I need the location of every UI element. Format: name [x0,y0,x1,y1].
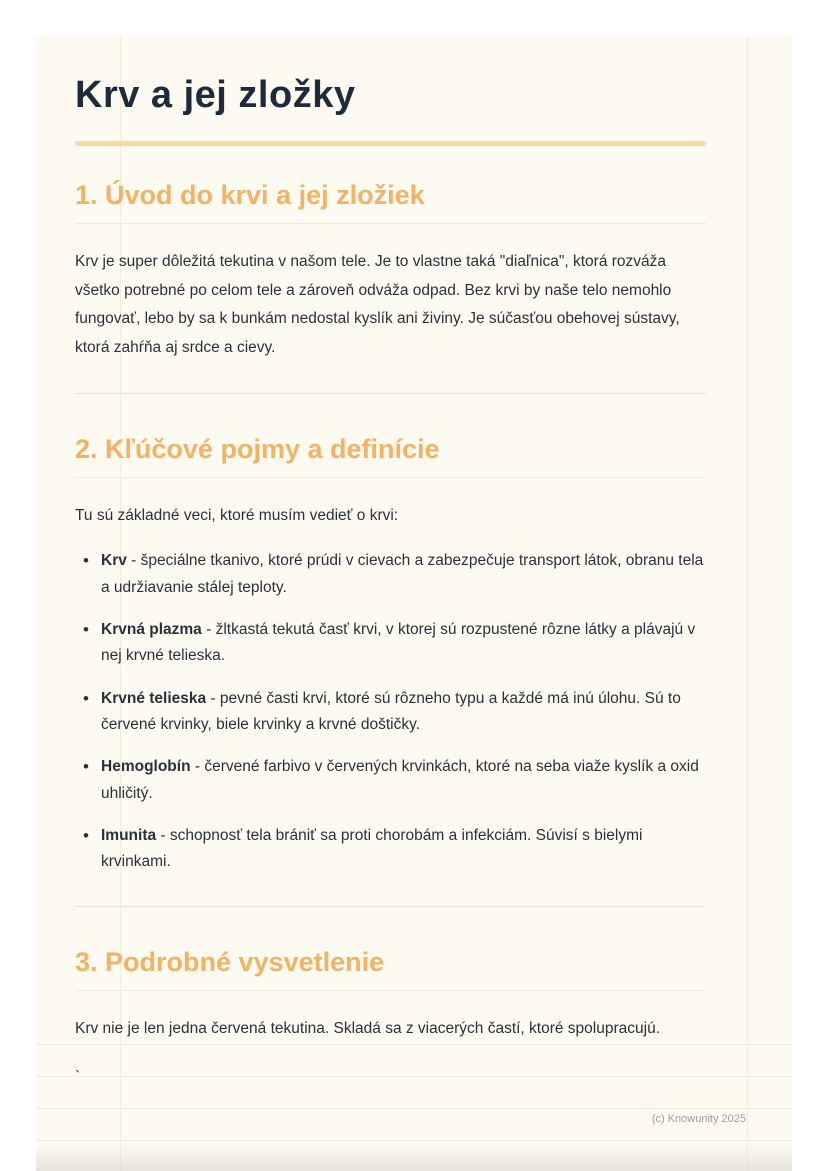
section-key-terms [75,434,706,876]
list-item [79,823,706,876]
title-divider [75,141,706,146]
section-3-paragraph: Krv nie je len jedna červená tekutina. Skladá sa z viacerých častí, ktoré spolupracujú. [75,1019,661,1037]
list-item [79,548,706,601]
term-label: Imunita [101,827,157,845]
ruled-line-horizontal-4 [36,1140,792,1141]
list-item [79,686,706,739]
term-definition: - pevné časti krvi, ktoré sú rôzneho typu a každé má inú úlohu. Sú to červené krvinky, biele krvinky a krvné doštičky. [101,689,681,734]
term-definition: - špeciálne tkanivo, ktoré prúdi v cievach a zabezpečuje transport látok, obranu tela a udržiavanie stálej teploty. [101,552,704,596]
section-1-paragraph: Krv je super dôležitá tekutina v našom tele. Je to vlastne taká "diaľnica", ktorá rozváža všetko potrebné po celom tele a zároveň odváža odpad. Bez krvi by naše telo nemohlo fungovať, lebo by sa k bunkám nedostal kyslík ani živiny. Je súčasťou obehovej sústavy, ktorá zahŕňa aj srdce a cievy. [75,253,680,357]
term-label: Krvné telieska [101,689,207,707]
document-page [36,36,792,1171]
list-item [79,754,706,807]
section-heading-1: 1. Úvod do krvi a jej zložiek [75,180,706,224]
list-item [79,617,706,670]
page-title: Krv a jej zložky [75,74,356,116]
term-label: Krv [101,552,127,570]
stray-backtick: ` [75,1069,81,1087]
ruled-line-horizontal-3 [36,1108,792,1109]
term-definition: - červené farbivo v červených krvinkách, ktoré na seba viaže kyslík a oxid uhličitý. [101,758,699,802]
section-intro [75,180,706,363]
section-detailed-explanation [75,947,706,1088]
page-bottom-edge [36,1145,792,1171]
section-heading-3: 3. Podrobné vysvetlenie [75,947,706,991]
footer-credit: (c) Knowunity 2025 [651,1113,746,1125]
document-content [36,36,792,1087]
key-terms-list [79,548,706,875]
section-divider-1 [75,393,706,394]
term-definition: - žltkastá tekutá časť krvi, v ktorej sú rozpustené rôzne látky a plávajú v nej krvné telieska. [101,621,696,665]
section-divider-2 [75,906,706,907]
term-label: Hemoglobín [101,758,191,776]
term-definition: - schopnosť tela brániť sa proti chorobám a infekciám. Súvisí s bielymi krvinkami. [101,827,643,871]
section-2-intro: Tu sú základné veci, ktoré musím vedieť o krvi: [75,506,399,524]
section-heading-2: 2. Kľúčové pojmy a definície [75,434,706,478]
term-label: Krvná plazma [101,621,202,639]
